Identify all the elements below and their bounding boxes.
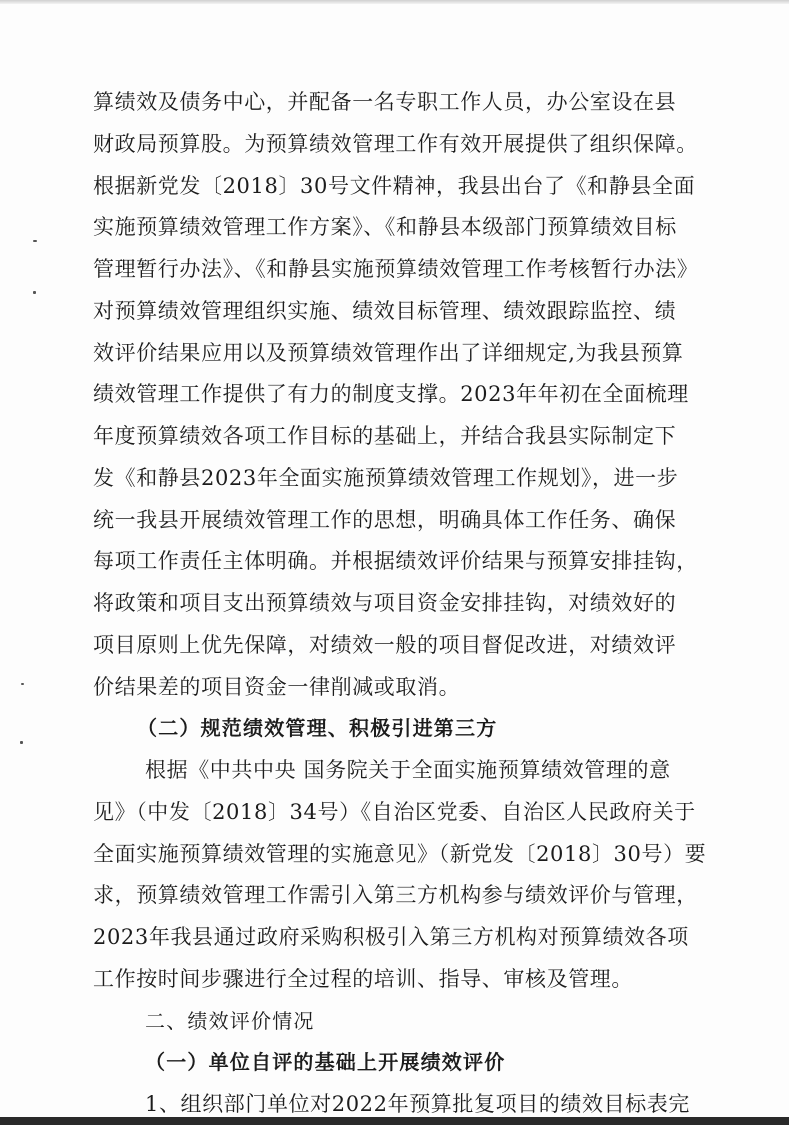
paragraph-line: 年度预算绩效各项工作目标的基础上，并结合我县实际制定下 (93, 424, 677, 448)
section-heading: （二）规范绩效管理、积极引进第三方 (137, 716, 498, 740)
paragraph-line: 管理暂行办法》、《和静县实施预算绩效管理工作考核暂行办法》 (93, 257, 699, 281)
paragraph-line: 1、组织部门单位对2022年预算批复项目的绩效目标表完 (145, 1092, 691, 1116)
paragraph-line: 2023年我县通过政府采购积极引入第三方机构对预算绩效各项 (93, 925, 689, 949)
scan-bottom-edge (0, 1117, 789, 1125)
paragraph-line: 绩效管理工作提供了有力的制度支撑。2023年年初在全面梳理 (93, 382, 689, 406)
paragraph-line: 见》（中发〔2018〕34号）《自治区党委、自治区人民政府关于 (93, 800, 696, 824)
paragraph-line: 财政局预算股。为预算绩效管理工作有效开展提供了组织保障。 (93, 132, 698, 156)
paragraph-line: 对预算绩效管理组织实施、绩效目标管理、绩效跟踪监控、绩 (93, 299, 677, 323)
scan-speck (21, 683, 24, 685)
section-heading: （一）单位自评的基础上开展绩效评价 (145, 1050, 506, 1074)
paragraph-line: 发《和静县2023年全面实施预算绩效管理工作规划》，进一步 (93, 466, 679, 490)
section-heading: 二、绩效评价情况 (145, 1009, 315, 1033)
paragraph-line: 实施预算绩效管理工作方案》、《和静县本级部门预算绩效目标 (93, 215, 677, 239)
paragraph-line: 价结果差的项目资金一律削减或取消。 (93, 675, 461, 699)
paragraph-line: 项目原则上优先保障，对绩效一般的项目督促改进，对绩效评 (93, 633, 677, 657)
paragraph-line: 根据《中共中央 国务院关于全面实施预算绩效管理的意 (145, 758, 671, 782)
scan-speck (33, 291, 36, 294)
scan-speck (33, 240, 37, 242)
paragraph-line: 全面实施预算绩效管理的实施意见》（新党发〔2018〕30号）要 (93, 842, 707, 866)
paragraph-line: 求，预算绩效管理工作需引入第三方机构参与绩效评价与管理， (93, 883, 698, 907)
paragraph-line: 算绩效及债务中心，并配备一名专职工作人员，办公室设在县 (93, 90, 677, 114)
paragraph-line: 统一我县开展绩效管理工作的思想，明确具体工作任务、确保 (93, 508, 677, 532)
paragraph-line: 每项工作责任主体明确。并根据绩效评价结果与预算安排挂钩， (93, 549, 698, 573)
scan-speck (20, 741, 23, 744)
paragraph-line: 根据新党发〔2018〕30号文件精神，我县出台了《和静县全面 (93, 174, 696, 198)
paragraph-line: 工作按时间步骤进行全过程的培训、指导、审核及管理。 (93, 967, 633, 991)
paragraph-line: 效评价结果应用以及预算绩效管理作出了详细规定,为我县预算 (93, 341, 684, 365)
scan-top-edge (0, 0, 789, 4)
paragraph-line: 将政策和项目支出预算绩效与项目资金安排挂钩，对绩效好的 (93, 591, 677, 615)
